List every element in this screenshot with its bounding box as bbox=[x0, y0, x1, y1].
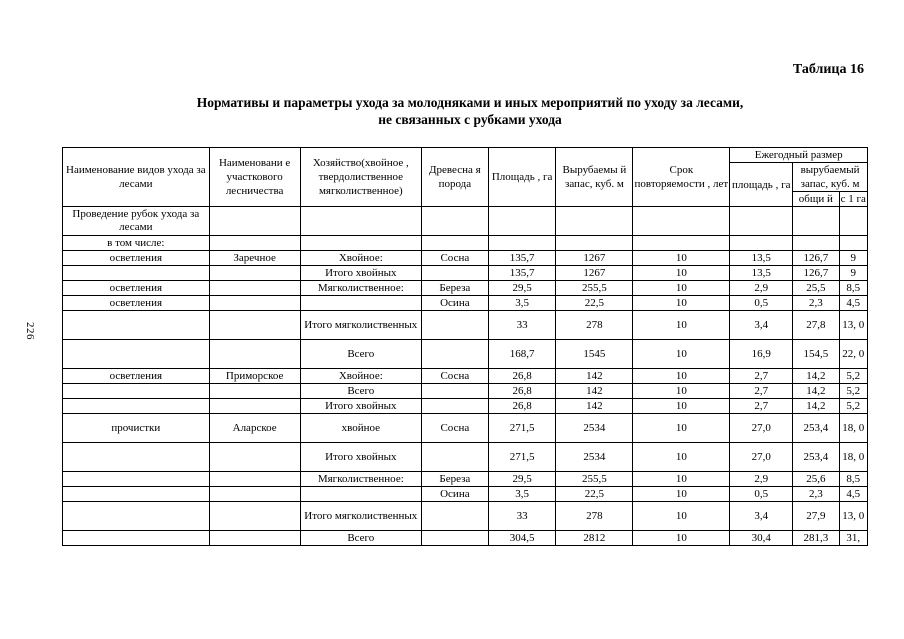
cell-care-type bbox=[63, 266, 210, 281]
cell-species: Осина bbox=[421, 296, 488, 311]
cell-care-type: осветления bbox=[63, 296, 210, 311]
cell-care-type bbox=[63, 443, 210, 472]
cell-species bbox=[421, 384, 488, 399]
cell-annual-area: 2,9 bbox=[730, 281, 793, 296]
cell-per-ha: 4,5 bbox=[839, 296, 867, 311]
cell-species: Осина bbox=[421, 487, 488, 502]
cell-farm-type: Итого мягколиственных bbox=[300, 502, 421, 531]
cell-farm-type bbox=[300, 296, 421, 311]
table-row bbox=[63, 531, 868, 546]
cell-per-ha: 13, 0 bbox=[839, 311, 867, 340]
table-row-subsection bbox=[63, 236, 868, 251]
cell-care-type: осветления bbox=[63, 251, 210, 266]
table-row bbox=[63, 502, 868, 531]
cell-area: 3,5 bbox=[488, 296, 556, 311]
table-row bbox=[63, 443, 868, 472]
cell-care-type bbox=[63, 502, 210, 531]
cell-forestry bbox=[209, 443, 300, 472]
cell-repeat-period: 10 bbox=[633, 472, 730, 487]
cell-felled-stock: 2812 bbox=[556, 531, 633, 546]
cell-total: 25,5 bbox=[793, 281, 840, 296]
cell-annual-area: 27,0 bbox=[730, 443, 793, 472]
cell-total: 253,4 bbox=[793, 414, 840, 443]
cell-repeat-period: 10 bbox=[633, 251, 730, 266]
cell-forestry bbox=[209, 502, 300, 531]
cell-care-type bbox=[63, 340, 210, 369]
cell-farm-type: Итого хвойных bbox=[300, 399, 421, 414]
cell-per-ha: 4,5 bbox=[839, 487, 867, 502]
cell-forestry bbox=[209, 487, 300, 502]
cell-felled-stock: 1267 bbox=[556, 266, 633, 281]
cell-total: 14,2 bbox=[793, 384, 840, 399]
cell-per-ha: 18, 0 bbox=[839, 414, 867, 443]
table-row bbox=[63, 340, 868, 369]
cell-forestry: Заречное bbox=[209, 251, 300, 266]
cell-area: 26,8 bbox=[488, 384, 556, 399]
cell-repeat-period: 10 bbox=[633, 369, 730, 384]
section-title: Проведение рубок ухода за лесами bbox=[63, 207, 210, 236]
cell-care-type bbox=[63, 531, 210, 546]
cell-species: Сосна bbox=[421, 251, 488, 266]
cell-forestry bbox=[209, 266, 300, 281]
cell-repeat-period: 10 bbox=[633, 531, 730, 546]
cell-forestry bbox=[209, 311, 300, 340]
cell-annual-area: 2,7 bbox=[730, 399, 793, 414]
cell-felled-stock: 22,5 bbox=[556, 296, 633, 311]
cell-total: 25,6 bbox=[793, 472, 840, 487]
cell-area: 135,7 bbox=[488, 266, 556, 281]
forest-care-table bbox=[62, 147, 868, 546]
cell-species: Береза bbox=[421, 472, 488, 487]
cell-per-ha: 31, bbox=[839, 531, 867, 546]
cell-species bbox=[421, 399, 488, 414]
cell-farm-type: Итого хвойных bbox=[300, 266, 421, 281]
cell-area: 3,5 bbox=[488, 487, 556, 502]
cell-repeat-period: 10 bbox=[633, 487, 730, 502]
cell-annual-area: 2,9 bbox=[730, 472, 793, 487]
header-felled-stock: Вырубаемы й запас, куб. м bbox=[556, 148, 633, 207]
header-forestry: Наименовани е участкового лесничества bbox=[209, 148, 300, 207]
cell-species bbox=[421, 340, 488, 369]
cell-farm-type: Хвойное: bbox=[300, 369, 421, 384]
cell-farm-type: Всего bbox=[300, 384, 421, 399]
cell-farm-type: Итого мягколиственных bbox=[300, 311, 421, 340]
header-annual-area: площадь , га bbox=[730, 163, 793, 207]
cell-per-ha: 5,2 bbox=[839, 384, 867, 399]
page-number: 226 bbox=[24, 322, 36, 340]
cell-repeat-period: 10 bbox=[633, 384, 730, 399]
cell-annual-area: 13,5 bbox=[730, 266, 793, 281]
cell-repeat-period: 10 bbox=[633, 266, 730, 281]
cell-forestry bbox=[209, 399, 300, 414]
cell-area: 304,5 bbox=[488, 531, 556, 546]
cell-farm-type: Хвойное: bbox=[300, 251, 421, 266]
cell-area: 33 bbox=[488, 502, 556, 531]
table-row bbox=[63, 266, 868, 281]
cell-annual-area: 2,7 bbox=[730, 369, 793, 384]
table-row bbox=[63, 369, 868, 384]
cell-total: 154,5 bbox=[793, 340, 840, 369]
cell-repeat-period: 10 bbox=[633, 340, 730, 369]
table-row-section bbox=[63, 207, 868, 236]
header-annual-size: Ежегодный размер bbox=[730, 148, 868, 163]
cell-area: 29,5 bbox=[488, 472, 556, 487]
cell-felled-stock: 278 bbox=[556, 311, 633, 340]
cell-felled-stock: 1545 bbox=[556, 340, 633, 369]
cell-total: 281,3 bbox=[793, 531, 840, 546]
cell-forestry: Приморское bbox=[209, 369, 300, 384]
header-annual-felled-stock: вырубаемый запас, куб. м bbox=[793, 163, 868, 192]
cell-per-ha: 5,2 bbox=[839, 399, 867, 414]
header-repeat-period: Срок повторяемости , лет bbox=[633, 148, 730, 207]
cell-per-ha: 22, 0 bbox=[839, 340, 867, 369]
cell-annual-area: 2,7 bbox=[730, 384, 793, 399]
cell-felled-stock: 2534 bbox=[556, 443, 633, 472]
cell-species: Сосна bbox=[421, 414, 488, 443]
cell-per-ha: 8,5 bbox=[839, 472, 867, 487]
cell-felled-stock: 142 bbox=[556, 399, 633, 414]
cell-care-type bbox=[63, 384, 210, 399]
cell-felled-stock: 22,5 bbox=[556, 487, 633, 502]
cell-total: 27,9 bbox=[793, 502, 840, 531]
cell-total: 2,3 bbox=[793, 487, 840, 502]
header-care-type: Наименование видов ухода за лесами bbox=[63, 148, 210, 207]
cell-felled-stock: 255,5 bbox=[556, 281, 633, 296]
cell-farm-type bbox=[300, 487, 421, 502]
cell-repeat-period: 10 bbox=[633, 399, 730, 414]
cell-care-type bbox=[63, 472, 210, 487]
cell-repeat-period: 10 bbox=[633, 502, 730, 531]
cell-per-ha: 5,2 bbox=[839, 369, 867, 384]
table-row bbox=[63, 487, 868, 502]
cell-species bbox=[421, 502, 488, 531]
cell-total: 14,2 bbox=[793, 369, 840, 384]
cell-forestry bbox=[209, 296, 300, 311]
cell-farm-type: Мягколиственное: bbox=[300, 281, 421, 296]
cell-farm-type: Всего bbox=[300, 531, 421, 546]
cell-per-ha: 18, 0 bbox=[839, 443, 867, 472]
cell-annual-area: 0,5 bbox=[730, 487, 793, 502]
table-title bbox=[100, 94, 840, 128]
cell-forestry bbox=[209, 531, 300, 546]
cell-annual-area: 27,0 bbox=[730, 414, 793, 443]
cell-total: 126,7 bbox=[793, 266, 840, 281]
cell-repeat-period: 10 bbox=[633, 296, 730, 311]
cell-felled-stock: 255,5 bbox=[556, 472, 633, 487]
cell-species bbox=[421, 443, 488, 472]
table-row bbox=[63, 414, 868, 443]
header-area: Площадь , га bbox=[488, 148, 556, 207]
cell-felled-stock: 142 bbox=[556, 369, 633, 384]
cell-area: 29,5 bbox=[488, 281, 556, 296]
table-row bbox=[63, 472, 868, 487]
header-farm-type: Хозяйство(хвойное , твердолиственное мягколиственное) bbox=[300, 148, 421, 207]
header-species: Древесна я порода bbox=[421, 148, 488, 207]
cell-felled-stock: 2534 bbox=[556, 414, 633, 443]
cell-forestry bbox=[209, 472, 300, 487]
cell-per-ha: 13, 0 bbox=[839, 502, 867, 531]
table-row bbox=[63, 311, 868, 340]
cell-farm-type: Всего bbox=[300, 340, 421, 369]
table-row bbox=[63, 384, 868, 399]
cell-per-ha: 9 bbox=[839, 266, 867, 281]
cell-forestry bbox=[209, 281, 300, 296]
cell-area: 168,7 bbox=[488, 340, 556, 369]
cell-species bbox=[421, 266, 488, 281]
title-line-1: Нормативы и параметры ухода за молодняками и иных мероприятий по уходу за лесами, bbox=[196, 95, 744, 110]
cell-annual-area: 0,5 bbox=[730, 296, 793, 311]
cell-annual-area: 16,9 bbox=[730, 340, 793, 369]
table-row bbox=[63, 281, 868, 296]
cell-annual-area: 13,5 bbox=[730, 251, 793, 266]
cell-farm-type: Мягколиственное: bbox=[300, 472, 421, 487]
cell-annual-area: 30,4 bbox=[730, 531, 793, 546]
table-row bbox=[63, 296, 868, 311]
cell-total: 253,4 bbox=[793, 443, 840, 472]
table-row bbox=[63, 399, 868, 414]
title-line-2: не связанных с рубками ухода bbox=[378, 112, 562, 127]
cell-total: 14,2 bbox=[793, 399, 840, 414]
cell-care-type bbox=[63, 487, 210, 502]
table-label: Таблица 16 bbox=[792, 62, 864, 77]
cell-care-type: осветления bbox=[63, 369, 210, 384]
cell-area: 33 bbox=[488, 311, 556, 340]
cell-species: Береза bbox=[421, 281, 488, 296]
cell-care-type bbox=[63, 311, 210, 340]
cell-felled-stock: 278 bbox=[556, 502, 633, 531]
cell-area: 26,8 bbox=[488, 399, 556, 414]
cell-annual-area: 3,4 bbox=[730, 311, 793, 340]
cell-species bbox=[421, 531, 488, 546]
cell-care-type bbox=[63, 399, 210, 414]
cell-repeat-period: 10 bbox=[633, 414, 730, 443]
cell-total: 126,7 bbox=[793, 251, 840, 266]
cell-repeat-period: 10 bbox=[633, 443, 730, 472]
cell-care-type: прочистки bbox=[63, 414, 210, 443]
cell-annual-area: 3,4 bbox=[730, 502, 793, 531]
cell-total: 27,8 bbox=[793, 311, 840, 340]
cell-care-type: осветления bbox=[63, 281, 210, 296]
cell-species bbox=[421, 311, 488, 340]
cell-area: 271,5 bbox=[488, 443, 556, 472]
table-row bbox=[63, 251, 868, 266]
cell-species: Сосна bbox=[421, 369, 488, 384]
cell-area: 135,7 bbox=[488, 251, 556, 266]
cell-total: 2,3 bbox=[793, 296, 840, 311]
cell-area: 26,8 bbox=[488, 369, 556, 384]
cell-farm-type: хвойное bbox=[300, 414, 421, 443]
header-per-ha: с 1 га bbox=[840, 193, 866, 205]
cell-repeat-period: 10 bbox=[633, 281, 730, 296]
cell-repeat-period: 10 bbox=[633, 311, 730, 340]
cell-forestry: Аларское bbox=[209, 414, 300, 443]
header-total: общи й bbox=[793, 192, 840, 207]
cell-area: 271,5 bbox=[488, 414, 556, 443]
cell-farm-type: Итого хвойных bbox=[300, 443, 421, 472]
cell-forestry bbox=[209, 384, 300, 399]
cell-felled-stock: 1267 bbox=[556, 251, 633, 266]
subsection-title: в том числе: bbox=[63, 236, 210, 251]
cell-felled-stock: 142 bbox=[556, 384, 633, 399]
cell-per-ha: 8,5 bbox=[839, 281, 867, 296]
cell-per-ha: 9 bbox=[839, 251, 867, 266]
cell-forestry bbox=[209, 340, 300, 369]
